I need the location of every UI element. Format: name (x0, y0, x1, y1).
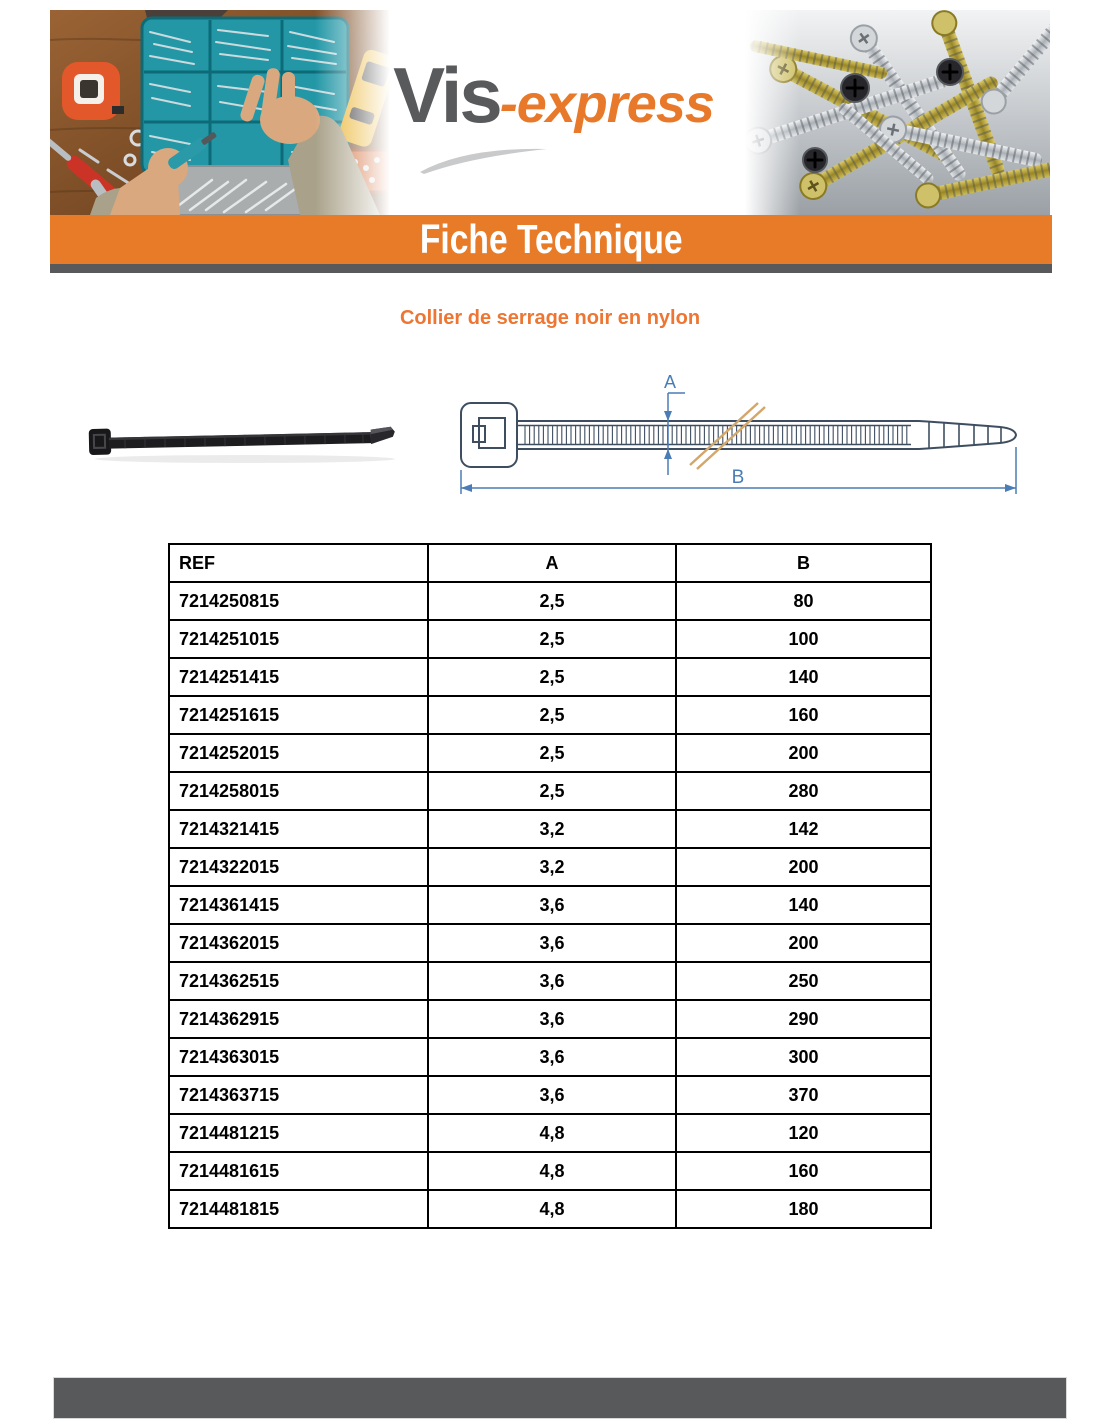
ref-cell: 7214362915 (169, 1000, 428, 1038)
ref-cell: 7214251015 (169, 620, 428, 658)
ref-cell: 7214362515 (169, 962, 428, 1000)
b-cell: 120 (676, 1114, 931, 1152)
ref-cell: 7214363715 (169, 1076, 428, 1114)
ref-cell: 7214361415 (169, 886, 428, 924)
ref-cell: 7214321415 (169, 810, 428, 848)
a-cell: 3,6 (428, 1076, 676, 1114)
spec-table-body (169, 582, 931, 1228)
table-row (169, 696, 931, 734)
a-cell: 2,5 (428, 772, 676, 810)
b-cell: 200 (676, 734, 931, 772)
a-cell: 4,8 (428, 1152, 676, 1190)
a-cell: 3,6 (428, 962, 676, 1000)
b-cell: 200 (676, 924, 931, 962)
ref-cell: 7214481615 (169, 1152, 428, 1190)
ref-cell: 7214481815 (169, 1190, 428, 1228)
b-cell: 250 (676, 962, 931, 1000)
b-cell: 290 (676, 1000, 931, 1038)
b-cell: 100 (676, 620, 931, 658)
cable-tie-photo (85, 418, 400, 466)
ref-cell: 7214251615 (169, 696, 428, 734)
a-cell: 3,6 (428, 886, 676, 924)
table-row (169, 1076, 931, 1114)
b-cell: 80 (676, 582, 931, 620)
b-cell: 160 (676, 1152, 931, 1190)
brand-logo (390, 10, 745, 215)
table-row (169, 1000, 931, 1038)
ref-cell: 7214481215 (169, 1114, 428, 1152)
a-cell: 3,6 (428, 1000, 676, 1038)
a-cell: 2,5 (428, 582, 676, 620)
product-title: Collier de serrage noir en nylon (399, 307, 701, 329)
a-cell: 3,6 (428, 924, 676, 962)
a-cell: 4,8 (428, 1114, 676, 1152)
b-cell: 280 (676, 772, 931, 810)
ref-cell: 7214252015 (169, 734, 428, 772)
ref-cell: 7214250815 (169, 582, 428, 620)
a-cell: 3,2 (428, 810, 676, 848)
table-row (169, 772, 931, 810)
a-cell: 2,5 (428, 658, 676, 696)
logo-swoosh-icon (416, 143, 550, 175)
col-header-b: B (676, 544, 931, 582)
col-header-a: A (428, 544, 676, 582)
ref-cell: 7214258015 (169, 772, 428, 810)
table-row (169, 848, 931, 886)
spec-table-head (169, 544, 931, 582)
table-row (169, 620, 931, 658)
logo-vis-text: Vis (393, 51, 500, 139)
ref-cell: 7214322015 (169, 848, 428, 886)
a-cell: 2,5 (428, 696, 676, 734)
banner-title: Fiche Technique (419, 216, 683, 262)
b-cell: 140 (676, 658, 931, 696)
col-header-ref: REF (169, 544, 428, 582)
dim-b-label: B (731, 467, 745, 488)
table-row (169, 1114, 931, 1152)
table-row (169, 886, 931, 924)
ref-cell: 7214362015 (169, 924, 428, 962)
b-cell: 200 (676, 848, 931, 886)
a-cell: 3,6 (428, 1038, 676, 1076)
a-cell: 4,8 (428, 1190, 676, 1228)
b-cell: 160 (676, 696, 931, 734)
header-row (169, 544, 931, 582)
ref-cell: 7214251415 (169, 658, 428, 696)
table-row (169, 1190, 931, 1228)
banner-underline (50, 264, 1052, 273)
a-cell: 3,2 (428, 848, 676, 886)
technical-drawing (455, 372, 1020, 512)
dim-a-label: A (664, 372, 677, 392)
b-cell: 370 (676, 1076, 931, 1114)
table-row (169, 582, 931, 620)
banner (50, 215, 1052, 264)
b-cell: 180 (676, 1190, 931, 1228)
footer-bar (54, 1378, 1066, 1418)
workbench-photo (50, 10, 390, 215)
table-row (169, 1038, 931, 1076)
tape-measure-shape (62, 62, 124, 120)
spec-table (168, 543, 932, 1229)
table-row (169, 658, 931, 696)
a-cell: 2,5 (428, 734, 676, 772)
b-cell: 300 (676, 1038, 931, 1076)
table-row (169, 1152, 931, 1190)
a-cell: 2,5 (428, 620, 676, 658)
b-cell: 142 (676, 810, 931, 848)
table-row (169, 924, 931, 962)
b-cell: 140 (676, 886, 931, 924)
table-row (169, 810, 931, 848)
ref-cell: 7214363015 (169, 1038, 428, 1076)
screws-photo (745, 10, 1050, 215)
table-row (169, 962, 931, 1000)
table-row (169, 734, 931, 772)
logo-express-text: -express (499, 74, 714, 134)
